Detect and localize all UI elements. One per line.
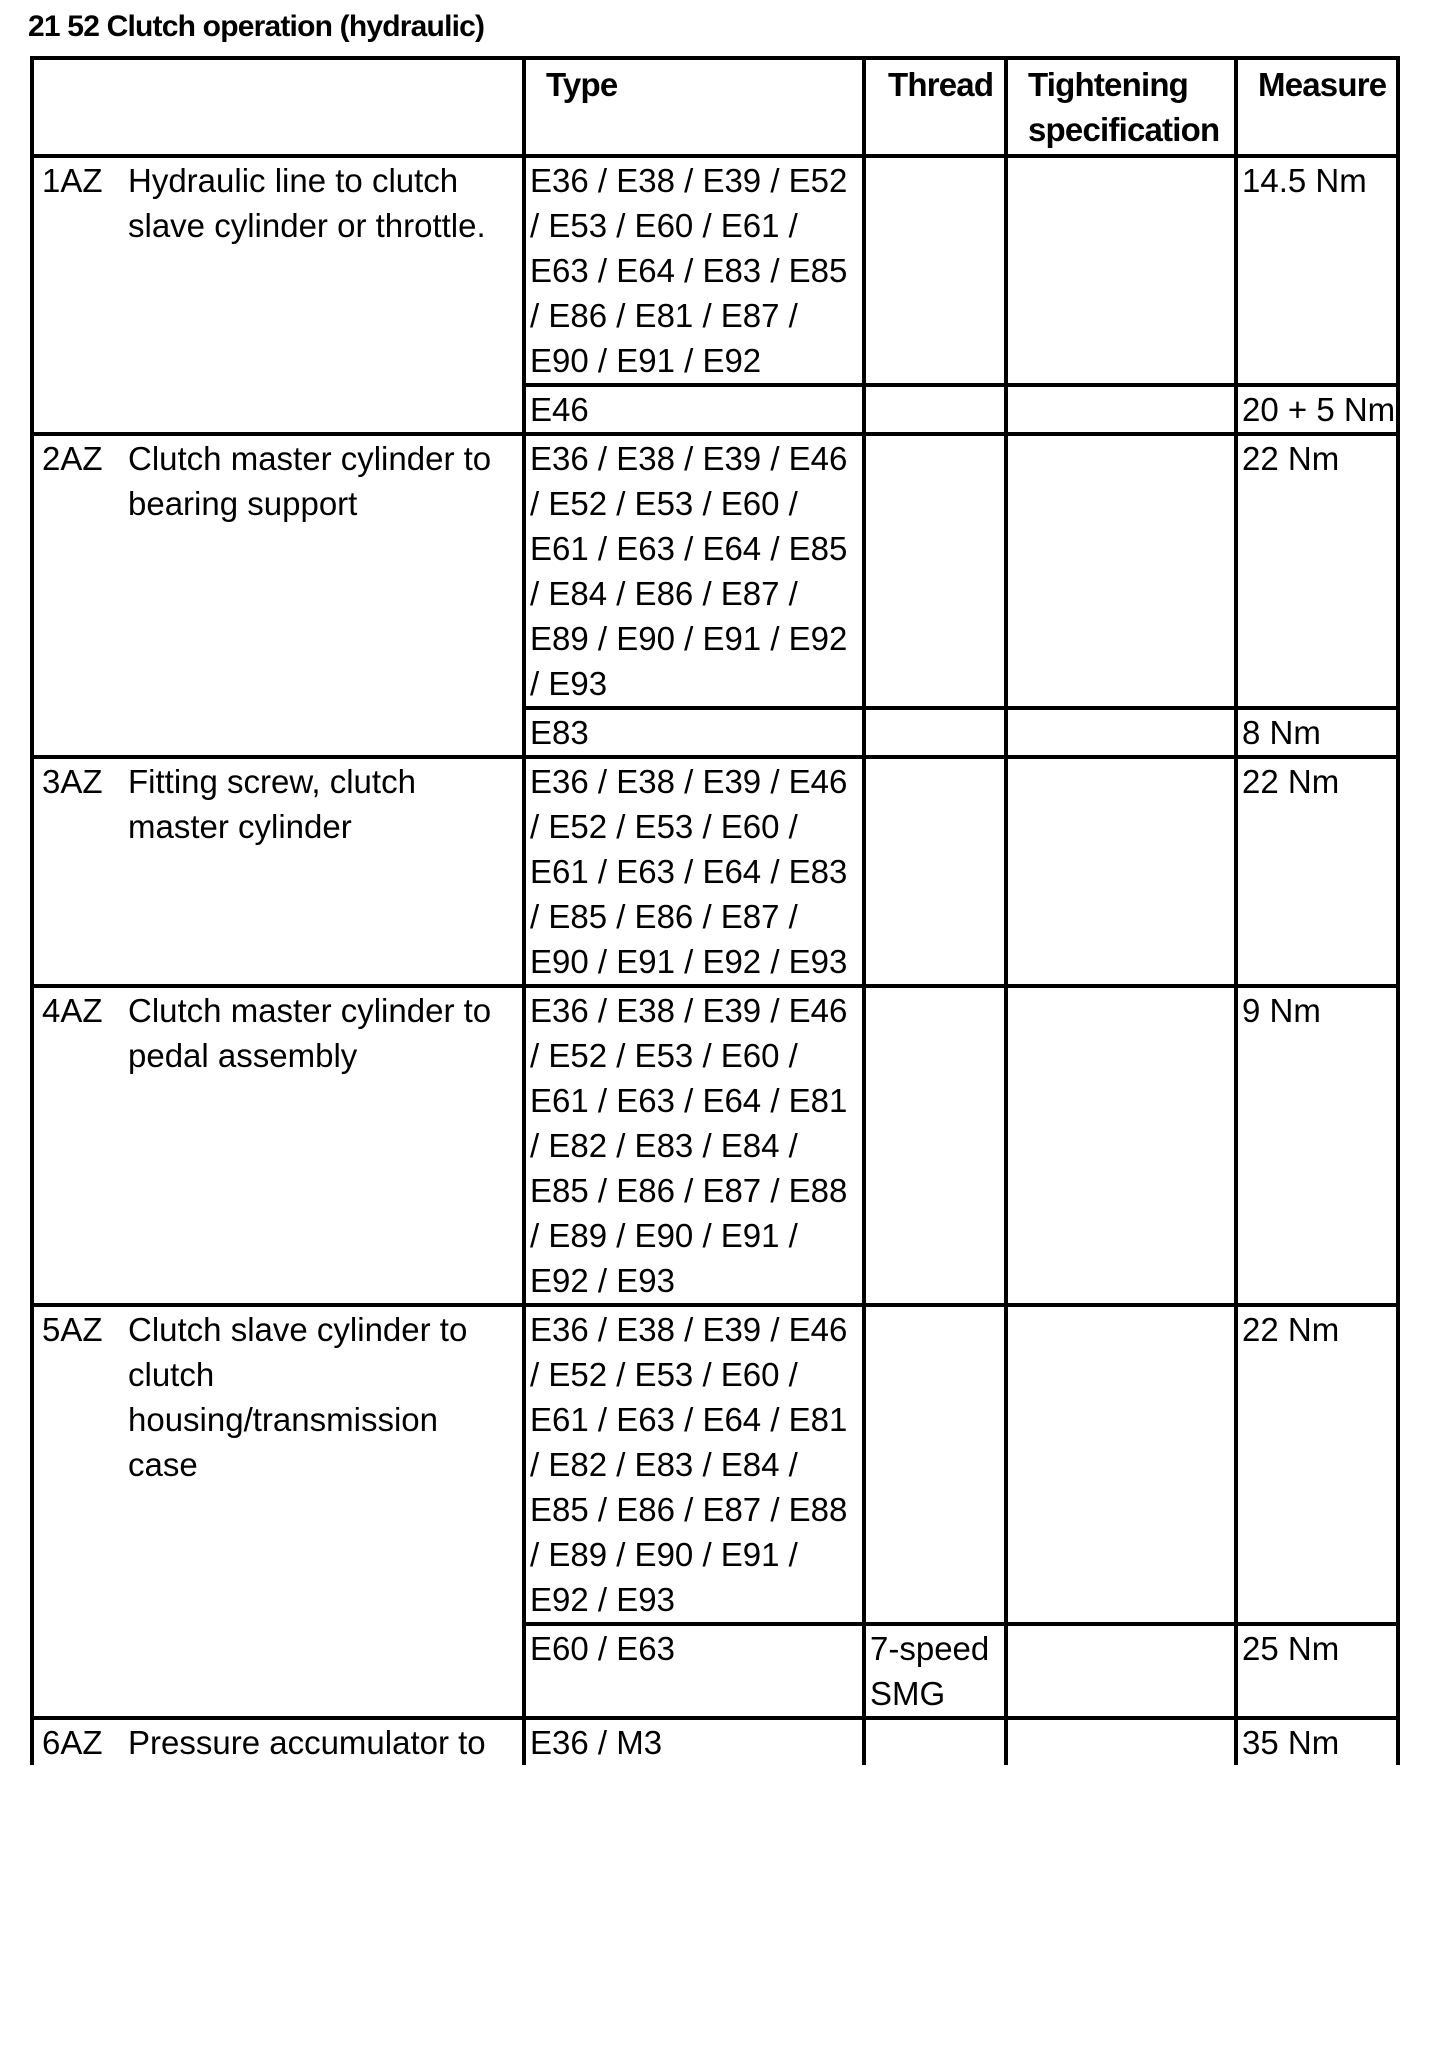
measure-cell: 20 + 5 Nm [1236, 385, 1398, 434]
thread-cell [864, 708, 1006, 757]
thread-cell [864, 1718, 1006, 1765]
tightening-cell [1006, 156, 1236, 385]
position-code: 1AZ [42, 162, 103, 199]
type-cell: E36 / E38 / E39 / E52 / E53 / E60 / E61 / E63 / E64 / E83 / E85 / E86 / E81 / E87 / E90 / E91 / E92 [524, 156, 864, 385]
thread-cell [864, 757, 1006, 986]
measure-cell: 9 Nm [1236, 986, 1398, 1305]
table-row [32, 757, 1398, 986]
tightening-cell [1006, 1305, 1236, 1624]
torque-spec-table [30, 56, 1400, 1765]
tightening-cell [1006, 708, 1236, 757]
position-cell [32, 156, 524, 434]
header-type: Type [524, 58, 864, 156]
position-code: 4AZ [42, 992, 103, 1029]
type-cell: E46 [524, 385, 864, 434]
position-code: 2AZ [42, 440, 103, 477]
position-description: Fitting screw, clutch master cylinder [128, 763, 416, 845]
header-position [32, 58, 524, 156]
measure-cell: 35 Nm [1236, 1718, 1398, 1765]
position-code: 6AZ [42, 1724, 103, 1761]
tightening-cell [1006, 757, 1236, 986]
table-header-row [32, 58, 1398, 156]
table-row [32, 434, 1398, 708]
measure-cell: 14.5 Nm [1236, 156, 1398, 385]
position-cell [32, 1718, 524, 1765]
measure-cell: 22 Nm [1236, 757, 1398, 986]
table-row [32, 1718, 1398, 1765]
type-cell: E36 / E38 / E39 / E46 / E52 / E53 / E60 / E61 / E63 / E64 / E83 / E85 / E86 / E87 / E90 / E91 / E92 / E93 [524, 757, 864, 986]
type-cell: E36 / E38 / E39 / E46 / E52 / E53 / E60 / E61 / E63 / E64 / E81 / E82 / E83 / E84 / E85 / E86 / E87 / E88 / E89 / E90 / E91 / E92 / E93 [524, 1305, 864, 1624]
tightening-cell [1006, 385, 1236, 434]
position-description: Clutch master cylinder to pedal assembly [128, 992, 492, 1074]
type-cell: E83 [524, 708, 864, 757]
measure-cell: 8 Nm [1236, 708, 1398, 757]
position-cell [32, 434, 524, 757]
position-cell [32, 757, 524, 986]
header-measure: Measure [1236, 58, 1398, 156]
thread-cell [864, 156, 1006, 385]
tightening-cell [1006, 434, 1236, 708]
tightening-cell [1006, 1624, 1236, 1718]
measure-cell: 22 Nm [1236, 1305, 1398, 1624]
position-description: Hydraulic line to clutch slave cylinder or throttle. [128, 162, 486, 244]
position-description: Pressure accumulator to [128, 1724, 486, 1761]
type-cell: E36 / M3 [524, 1718, 864, 1765]
position-code: 5AZ [42, 1311, 103, 1348]
header-tightening-specification: Tightening specification [1006, 58, 1236, 156]
measure-cell: 22 Nm [1236, 434, 1398, 708]
type-cell: E36 / E38 / E39 / E46 / E52 / E53 / E60 / E61 / E63 / E64 / E81 / E82 / E83 / E84 / E85 / E86 / E87 / E88 / E89 / E90 / E91 / E92 / E93 [524, 986, 864, 1305]
measure-cell: 25 Nm [1236, 1624, 1398, 1718]
type-cell: E36 / E38 / E39 / E46 / E52 / E53 / E60 / E61 / E63 / E64 / E85 / E84 / E86 / E87 / E89 / E90 / E91 / E92 / E93 [524, 434, 864, 708]
position-code: 3AZ [42, 763, 103, 800]
thread-cell [864, 434, 1006, 708]
tightening-cell [1006, 1718, 1236, 1765]
page-title: 21 52 Clutch operation (hydraulic) [28, 10, 485, 43]
position-cell [32, 1305, 524, 1718]
thread-cell [864, 986, 1006, 1305]
position-cell [32, 986, 524, 1305]
thread-cell [864, 1305, 1006, 1624]
table-row [32, 1305, 1398, 1624]
header-thread: Thread [864, 58, 1006, 156]
table-row [32, 156, 1398, 385]
table-row [32, 986, 1398, 1305]
type-cell: E60 / E63 [524, 1624, 864, 1718]
tightening-cell [1006, 986, 1236, 1305]
thread-cell: 7-speed SMG [864, 1624, 1006, 1718]
thread-cell [864, 385, 1006, 434]
position-description: Clutch slave cylinder to clutch housing/transmission case [128, 1311, 468, 1483]
position-description: Clutch master cylinder to bearing support [128, 440, 492, 522]
